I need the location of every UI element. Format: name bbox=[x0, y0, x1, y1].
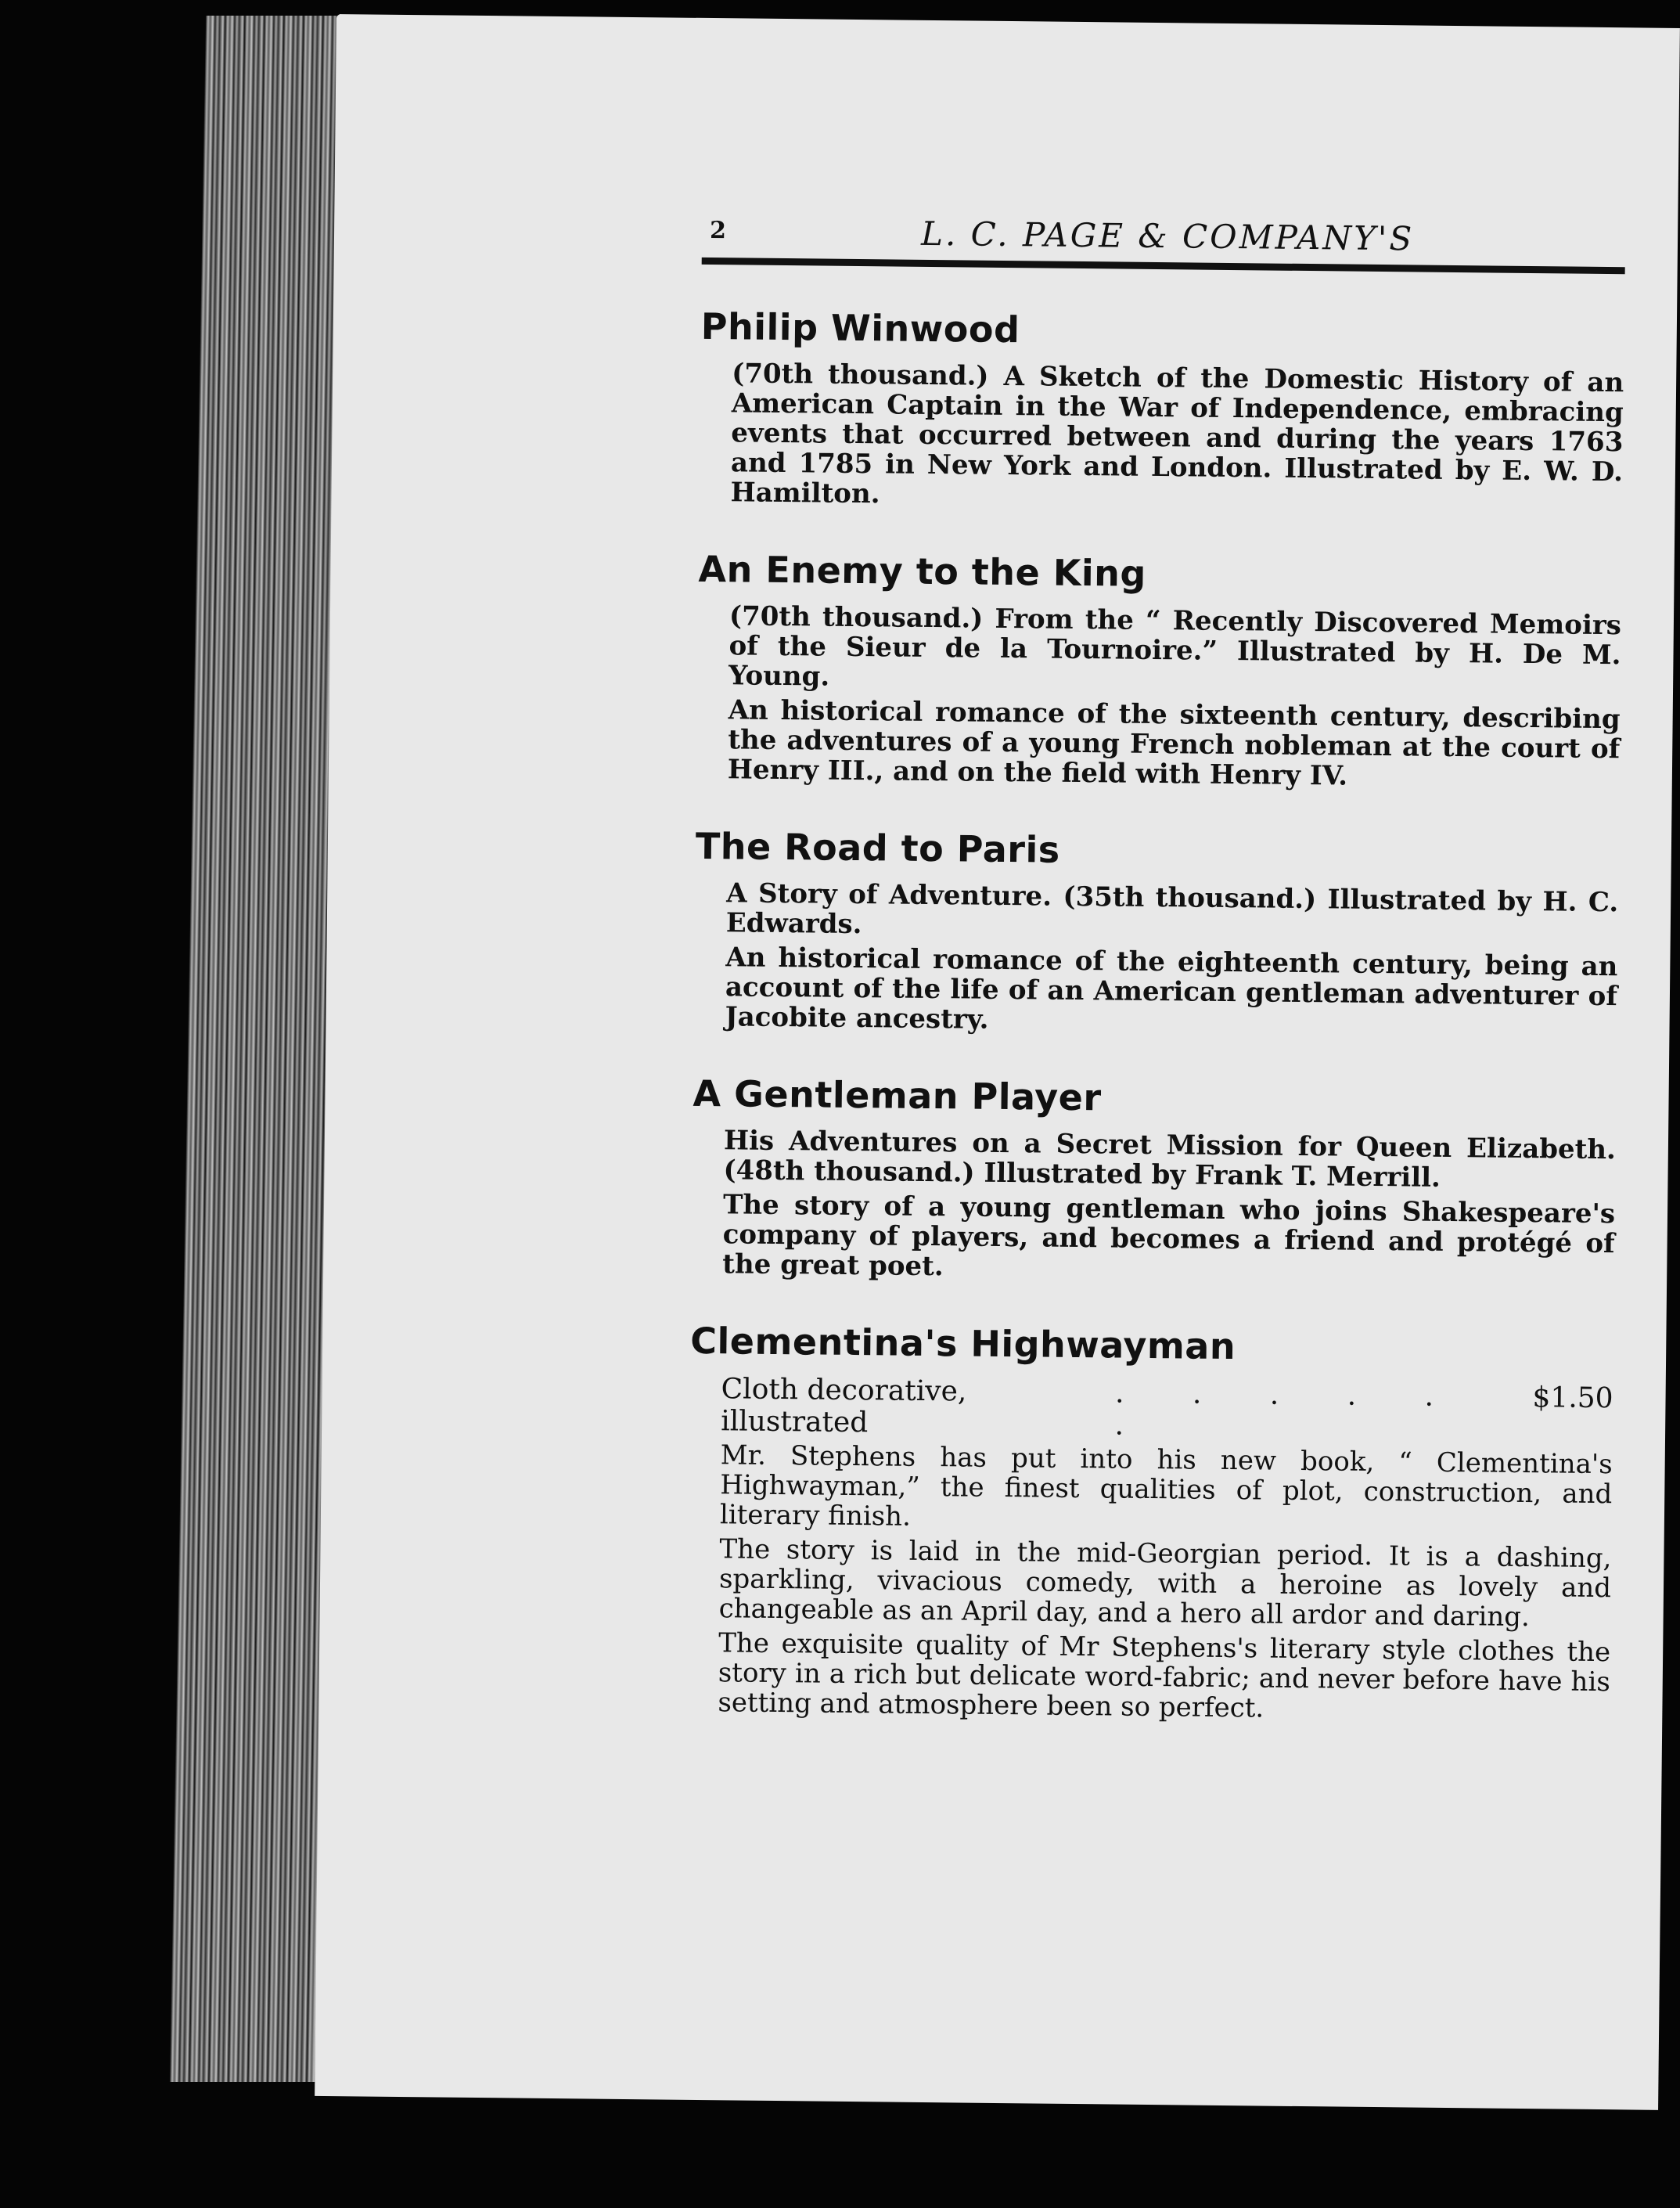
entry-title: Clementina's Highwayman bbox=[689, 1319, 1236, 1368]
entry-paragraph: A Story of Adventure. (35th thousand.) Illustrated by H. C. Edwards. bbox=[725, 877, 1619, 941]
entry-a-gentleman-player bbox=[691, 1072, 1617, 1288]
entry-paragraph: The story of a young gentleman who joins Shakespeare's company of players, and becomes a friend and protégé of the great poet. bbox=[722, 1189, 1616, 1283]
entry-paragraph: The story is laid in the mid-Georgian period. It is a dashing, sparkling, vivacious comedy, with a heroine as lovely and changeable as an April day, and a hero all ardor and daring. bbox=[718, 1533, 1612, 1633]
page-content bbox=[686, 212, 1625, 1731]
entry-the-road-to-paris bbox=[693, 825, 1619, 1041]
entry-title: An Enemy to the King bbox=[698, 547, 1147, 595]
price-label: Cloth decorative, illustrated bbox=[720, 1373, 967, 1439]
entry-paragraph: Mr. Stephens has put into his new book, “ Clementina's Highwayman,” the finest qualities of plot, construction, and literary finish. bbox=[719, 1439, 1613, 1533]
entry-paragraph: His Adventures on a Secret Mission for Queen Elizabeth. (48th thousand.) Illustrated by Frank T. Merrill. bbox=[723, 1125, 1617, 1194]
entry-title: The Road to Paris bbox=[695, 824, 1060, 871]
price: $1.50 bbox=[1532, 1381, 1613, 1415]
entry-paragraph: The exquisite quality of Mr Stephens's literary style clothes the story in a rich but delicate word-fabric; and never before have his setting and atmosphere been so perfect. bbox=[718, 1627, 1611, 1724]
running-head bbox=[702, 212, 1626, 274]
entry-paragraph: An historical romance of the eighteenth century, being an account of the life of an American gentleman adventurer of Jacobite ancestry. bbox=[725, 942, 1618, 1036]
book-page bbox=[315, 14, 1680, 2110]
running-title: L. C. PAGE & COMPANY'S bbox=[920, 214, 1415, 258]
entry-title: A Gentleman Player bbox=[693, 1072, 1102, 1119]
price-leader-dots: . . . . . . bbox=[1114, 1377, 1464, 1443]
entry-paragraph: (70th thousand.) A Sketch of the Domestic History of an American Captain in the War of Independence, embracing events that occurred between and during the years 1763 and 1785 in New York and London. Illustrated by E. W. D. Hamilton. bbox=[730, 358, 1624, 510]
entry-paragraph: (70th thousand.) From the “ Recently Discovered Memoirs of the Sieur de la Tournoire.” Illustrated by H. De M. Young. bbox=[728, 600, 1622, 693]
entry-title: Philip Winwood bbox=[700, 304, 1020, 351]
entry-philip-winwood bbox=[699, 305, 1624, 517]
entry-an-enemy-to-the-king bbox=[696, 548, 1622, 794]
page-number: 2 bbox=[709, 217, 727, 245]
price-line bbox=[689, 1373, 1613, 1446]
entry-paragraph: An historical romance of the sixteenth century, describing the adventures of a young French nobleman at the court of Henry III., and on the field with Henry IV. bbox=[727, 694, 1621, 792]
entry-clementinas-highwayman bbox=[686, 1320, 1613, 1727]
